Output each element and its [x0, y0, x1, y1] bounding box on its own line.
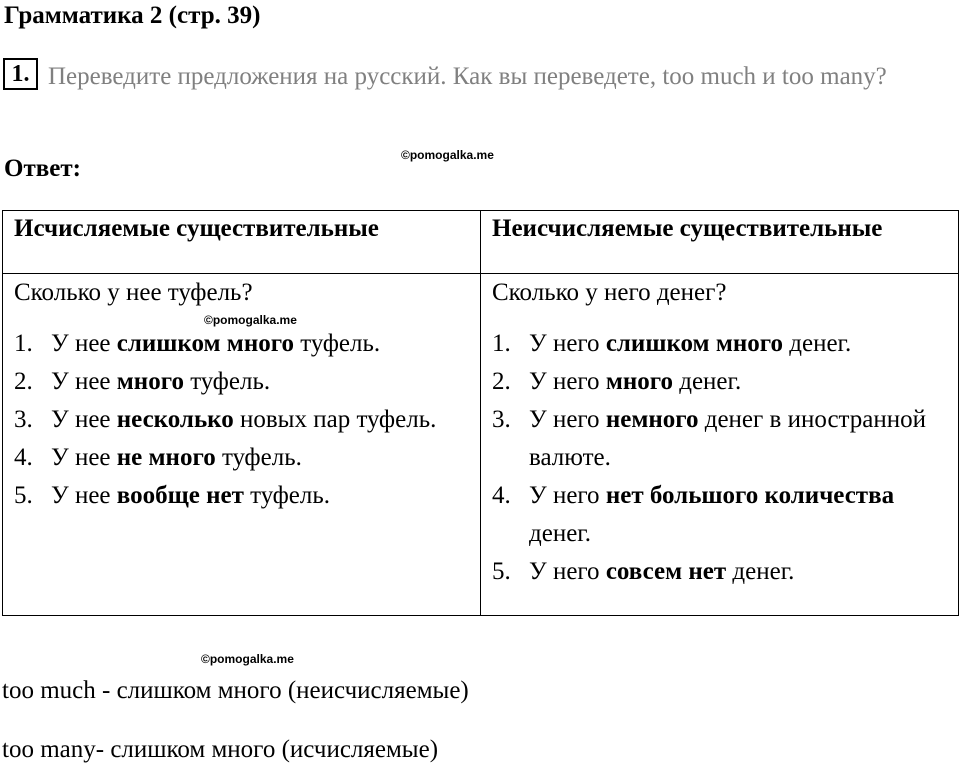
list-item — [14, 325, 480, 363]
item-text: У нее — [51, 444, 117, 471]
list-item — [492, 325, 958, 363]
item-bold-text: не много — [116, 444, 216, 471]
item-text: У него — [529, 558, 606, 585]
item-bold-text: много — [605, 368, 673, 395]
uncountable-cell — [481, 274, 959, 616]
item-text: новых пар туфель. — [233, 406, 437, 433]
item-text: У нее — [51, 482, 117, 509]
uncountable-question: Сколько у него денег? — [492, 279, 727, 306]
answer-label: Ответ: — [4, 155, 81, 182]
item-bold-text: совсем нет — [605, 558, 727, 585]
item-text: У него — [529, 368, 606, 395]
task-instruction: Переведите предложения на русский. Как вы переведете, too much и too many? — [48, 63, 887, 90]
list-item — [492, 401, 958, 477]
item-text: денег. — [672, 368, 742, 395]
item-number: 1. — [14, 330, 33, 357]
item-text: У него — [529, 482, 606, 509]
item-text: туфель. — [243, 482, 331, 509]
column-header-countable: Исчисляемые существительные — [3, 211, 481, 274]
item-text: туфель. — [183, 368, 271, 395]
table-body-row — [3, 274, 959, 616]
item-text: денег в иностранной валюте. — [529, 406, 927, 471]
item-bold-text: слишком много — [116, 330, 294, 357]
item-number: 5. — [492, 558, 511, 585]
item-number: 3. — [14, 406, 33, 433]
item-bold-text: вообще нет — [116, 482, 244, 509]
watermark: ©pomogalka.me — [401, 148, 494, 162]
footnote-too-many: too many- слишком много (исчисляемые) — [2, 736, 439, 763]
item-text: денег. — [726, 558, 795, 585]
item-number: 4. — [492, 482, 511, 509]
footnote-too-much: too much - слишком много (неисчисляемые) — [2, 677, 469, 704]
list-item — [14, 363, 480, 401]
column-header-uncountable: Неисчисляемые существительные — [481, 211, 959, 274]
item-bold-text: несколько — [116, 406, 234, 433]
item-bold-text: немного — [605, 406, 699, 433]
item-text: денег. — [529, 520, 591, 547]
item-text: туфель. — [215, 444, 302, 471]
list-item — [492, 477, 958, 553]
countable-list — [14, 325, 480, 515]
item-text: У нее — [51, 406, 117, 433]
item-text: У нее — [51, 368, 117, 395]
item-text: туфель. — [293, 330, 381, 357]
item-text: У него — [529, 330, 606, 357]
list-item — [14, 439, 480, 477]
item-number: 3. — [492, 406, 511, 433]
watermark: ©pomogalka.me — [201, 652, 294, 666]
list-item — [14, 401, 480, 439]
item-text: денег. — [783, 330, 852, 357]
item-number: 1. — [492, 330, 511, 357]
item-bold-text: много — [116, 368, 184, 395]
item-number: 2. — [492, 368, 511, 395]
item-number: 4. — [14, 444, 33, 471]
watermark: ©pomogalka.me — [204, 313, 297, 327]
item-bold-text: слишком много — [605, 330, 783, 357]
item-number: 5. — [14, 482, 33, 509]
uncountable-list — [492, 325, 958, 591]
list-item — [492, 553, 958, 591]
table-header-row — [3, 211, 959, 274]
item-number: 2. — [14, 368, 33, 395]
item-text: У него — [529, 406, 606, 433]
countable-question: Сколько у нее туфель? — [14, 279, 253, 306]
item-text: У нее — [51, 330, 117, 357]
item-bold-text: нет большого количества — [605, 482, 895, 509]
answer-table — [2, 210, 959, 616]
list-item — [14, 477, 480, 515]
page-title: Грамматика 2 (стр. 39) — [4, 2, 261, 29]
task-number-badge: 1. — [3, 58, 38, 90]
list-item — [492, 363, 958, 401]
